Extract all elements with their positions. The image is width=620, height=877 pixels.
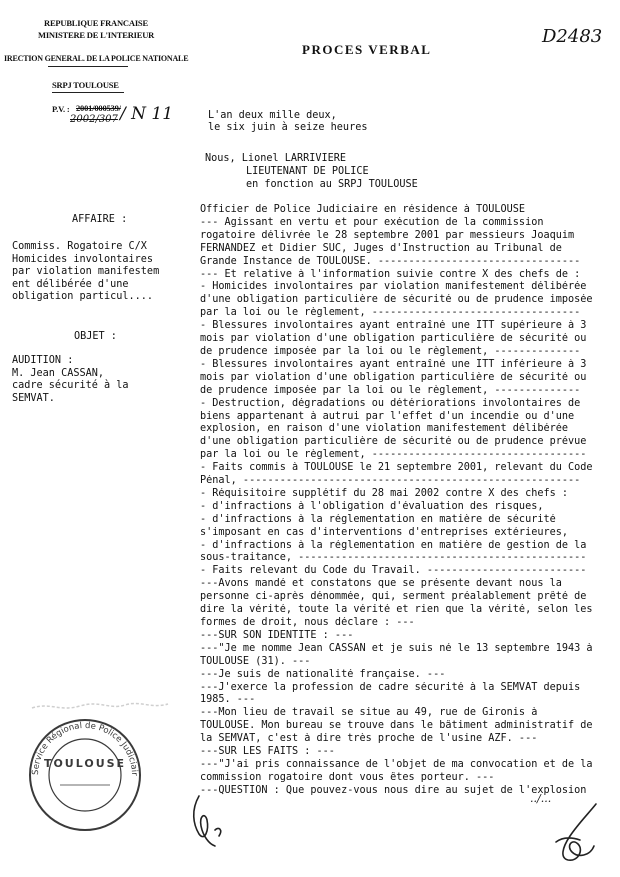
body-line: TOULOUSE. Mon bureau se trouve dans le bâtiment administratif de — [200, 720, 593, 732]
date-line-2: le six juin à seize heures — [208, 122, 368, 133]
body-line: de prudence imposée par la loi ou le règlement, -------------- — [200, 384, 581, 396]
body-line: ---"J'ai pris connaissance de l'objet de ma convocation et de la — [200, 758, 593, 770]
pv-number-struck: 2001/000539/ — [76, 103, 121, 113]
body-line: sous-traitance, ----------------------------------------------- — [200, 552, 587, 564]
svg-text:Service Régional de Police Jud: Service Régional de Police Judiciair — [30, 720, 140, 776]
header-divider — [48, 66, 128, 67]
affaire-description — [12, 241, 159, 304]
body-line: mois par violation d'une obligation particulière de sécurité ou — [200, 371, 587, 383]
police-stamp — [20, 705, 150, 835]
body-line: - Réquisitoire supplétif du 28 mai 2002 contre X des chefs : — [200, 487, 569, 499]
republic-label: REPUBLIQUE FRANCAISE — [44, 18, 148, 28]
affaire-line: par violation manifestem — [12, 266, 160, 278]
body-line: explosion, en raison d'une violation manifestement délibérée — [200, 423, 569, 435]
pv-label: P.V. : — [52, 104, 70, 114]
faded-signature — [30, 699, 170, 713]
body-line: d'une obligation particulière de sécurité ou de prudence imposée — [200, 294, 593, 306]
continuation-mark: ../... — [530, 792, 552, 805]
body-line: biens appartenant à autrui par l'effet d'un incendie ou d'une — [200, 410, 575, 422]
body-line: --- Agissant en vertu et pour exécution de la commission — [200, 216, 544, 228]
objet-line: SEMVAT. — [12, 392, 55, 404]
objet-label: OBJET : — [74, 331, 117, 342]
body-line: ---SUR LES FAITS : --- — [200, 746, 335, 758]
document-number: D2483 — [542, 26, 603, 47]
body-line: TOULOUSE (31). --- — [200, 655, 311, 667]
body-line: la SEMVAT, c'est à dire très proche de l'usine AZF. --- — [200, 733, 538, 745]
body-line: 1985. --- — [200, 694, 256, 706]
service-divider — [52, 92, 124, 93]
affaire-line: ent délibérée d'une — [12, 278, 129, 290]
objet-line: M. Jean CASSAN, — [12, 367, 105, 379]
body-line: - Faits relevant du Code du Travail. -------------------------- — [200, 565, 587, 577]
body-line: ---J'exerce la profession de cadre sécurité à la SEMVAT depuis — [200, 681, 581, 693]
body-line: rogatoire délivrée le 28 septembre 2001 par messieurs Joaquim — [200, 229, 575, 241]
body-line: par la loi ou le règlement, ----------------------------------- — [200, 449, 587, 461]
body-line: - Faits commis à TOULOUSE le 21 septembre 2001, relevant du Code — [200, 462, 593, 474]
svg-text:TOULOUSE: TOULOUSE — [43, 757, 127, 770]
body-line: commission rogatoire dont vous êtes porteur. --- — [200, 771, 495, 783]
body-line: ---Je suis de nationalité française. --- — [200, 668, 446, 680]
body-line: Pénal, ------------------------------------------------------- — [200, 475, 581, 487]
body-line: Officier de Police Judiciaire en résidence à TOULOUSE — [200, 204, 526, 215]
pv-handwritten-year: 2002/307 — [70, 114, 118, 125]
body-line: ---SUR SON IDENTITE : --- — [200, 629, 354, 641]
body-line: Grande Instance de TOULOUSE. --------------------------------- — [200, 255, 581, 267]
body-line: d'une obligation particulière de sécurité ou de prudence prévue — [200, 436, 587, 448]
officer-rank: LIEUTENANT DE POLICE — [246, 166, 369, 177]
body-line: par la loi ou le règlement, ---------------------------------- — [200, 307, 581, 319]
body-line: - Destruction, dégradations ou détériorations involontaires de — [200, 397, 581, 409]
body-line: - d'infractions à la réglementation en matière de sécurité — [200, 513, 556, 525]
body-line: - Blessures involontaires ayant entraîné une ITT inférieure à 3 — [200, 358, 587, 370]
affaire-line: Commiss. Rogatoire C/X — [12, 241, 147, 252]
body-line: personne ci-après dénommée, qui, serment préalablement prêté de — [200, 591, 587, 603]
body-line: ---Avons mandé et constatons que se présente devant nous la — [200, 578, 562, 590]
body-line: --- Et relative à l'information suivie contre X des chefs de : — [200, 268, 581, 280]
objet-line: AUDITION : — [12, 355, 74, 366]
officer-signature — [185, 790, 235, 854]
body-line: dire la vérité, toute la vérité et rien que la vérité, selon les — [200, 604, 593, 616]
affaire-label: AFFAIRE : — [72, 214, 128, 225]
service-label: SRPJ TOULOUSE — [52, 80, 119, 90]
body-line: ---QUESTION : Que pouvez-vous nous dire au sujet de l'explosion — [200, 784, 587, 796]
statement-body — [200, 204, 612, 798]
body-line: ---"Je me nomme Jean CASSAN et je suis né le 13 septembre 1943 à — [200, 642, 593, 654]
officer-name: Nous, Lionel LARRIVIERE — [205, 153, 347, 164]
direction-label: IRECTION GENERAL. DE LA POLICE NATIONALE — [4, 54, 189, 63]
ministry-label: MINISTERE DE L'INTERIEUR — [38, 30, 155, 40]
body-line: formes de droit, nous déclare : --- — [200, 617, 415, 628]
body-line: - Homicides involontaires par violation manifestement délibérée — [200, 281, 587, 293]
body-line: ---Mon lieu de travail se situe au 49, rue de Gironis à — [200, 707, 538, 719]
objet-description — [12, 355, 129, 405]
affaire-line: obligation particul.... — [12, 291, 154, 303]
affaire-line: Homicides involontaires — [12, 253, 154, 265]
body-line: mois par violation d'une obligation particulière de sécurité ou — [200, 333, 587, 345]
pv-handwritten-number: / N 11 — [120, 104, 174, 124]
officer-function: en fonction au SRPJ TOULOUSE — [246, 179, 418, 190]
body-line: - d'infractions à la réglementation en matière de gestion de la — [200, 539, 587, 551]
date-line-1: L'an deux mille deux, — [208, 110, 337, 121]
page-title: PROCES VERBAL — [302, 42, 432, 57]
objet-line: cadre sécurité à la — [12, 380, 129, 392]
body-line: s'imposant en cas d'interventions d'entreprises extérieures, — [200, 526, 569, 538]
body-line: - Blessures involontaires ayant entraîné une ITT supérieure à 3 — [200, 320, 587, 332]
body-line: - d'infractions à l'obligation d'évaluation des risques, — [200, 500, 544, 512]
body-line: de prudence imposée par la loi ou le règlement, -------------- — [200, 345, 581, 357]
witness-signature — [548, 800, 608, 870]
stamp-icon — [20, 705, 150, 835]
body-line: FERNANDEZ et Didier SUC, Juges d'Instruction au Tribunal de — [200, 242, 562, 254]
